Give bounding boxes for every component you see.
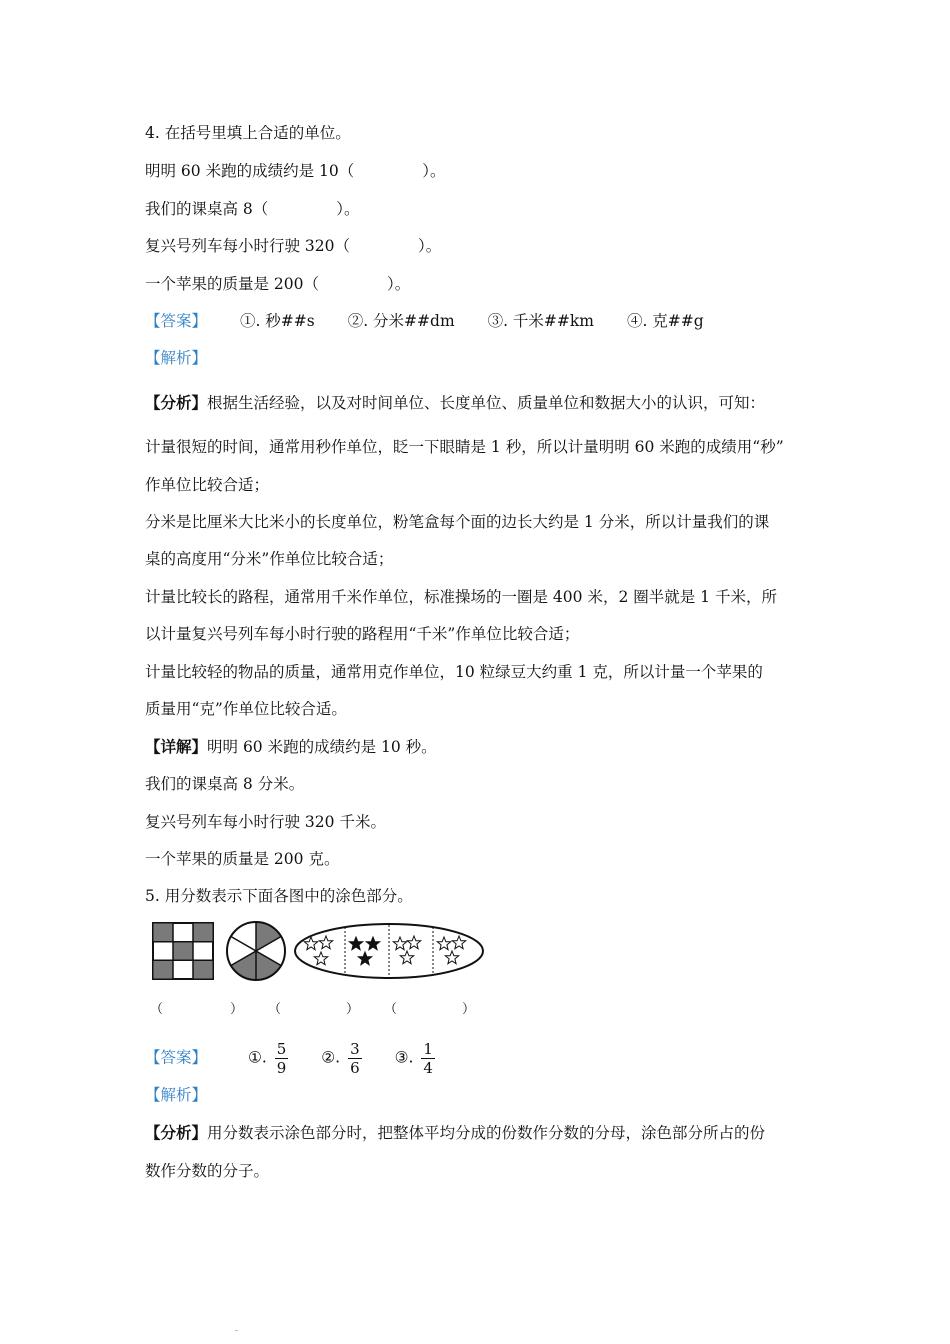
q4-para-2: 作单位比较合适； <box>145 476 270 494</box>
fenxi-label: 【分析】 <box>145 393 208 412</box>
q4-item-3: 复兴号列车每小时行驶 320（ ）。 <box>145 237 442 255</box>
fenxi-label: 【分析】 <box>145 1123 208 1142</box>
q4-detail: 【详解】明明 60 米跑的成绩约是 10 秒。 <box>145 737 437 756</box>
q4-title: 4. 在括号里填上合适的单位。 <box>145 124 351 142</box>
grid-figure <box>152 922 214 980</box>
q4-para-4: 桌的高度用“分米”作单位比较合适； <box>145 550 394 568</box>
q4-para-1: 计量很短的时间，通常用秒作单位，眨一下眼睛是 1 秒，所以计量明明 60 米跑的成绩用“秒” <box>145 438 784 456</box>
q4-detail-4: 一个苹果的质量是 200 克。 <box>145 850 340 868</box>
circle-figure <box>225 920 287 982</box>
detail-label: 【详解】 <box>145 737 208 756</box>
q5-answer-3: ③. $\frac{1}{4}$ <box>394 1040 433 1077</box>
q4-detail-3: 复兴号列车每小时行驶 320 千米。 <box>145 813 386 831</box>
q5-answer-row <box>145 1040 435 1077</box>
q4-item-4: 一个苹果的质量是 200（ ）。 <box>145 275 411 293</box>
q5-title: 5. 用分数表示下面各图中的涂色部分。 <box>145 887 413 905</box>
q4-answer-3: ③. 千米##km <box>487 312 594 330</box>
fraction-1-4: $\frac{1}{4}$ <box>423 1040 433 1077</box>
q4-detail-2: 我们的课桌高 8 分米。 <box>145 775 305 793</box>
footer-mark <box>235 1330 238 1331</box>
q5-answer-2: ②. $\frac{3}{6}$ <box>321 1040 360 1077</box>
star-ellipse-figure <box>293 922 485 980</box>
q5-analysis-label: 【解析】 <box>145 1086 208 1104</box>
q5-answer-1: ①. $\frac{5}{9}$ <box>247 1040 287 1077</box>
q5-fenxi-2: 数作分数的分子。 <box>145 1162 270 1180</box>
q4-analysis-label: 【解析】 <box>145 349 208 367</box>
answer-label: 【答案】 <box>145 1048 208 1067</box>
q4-item-1: 明明 60 米跑的成绩约是 10（ ）。 <box>145 162 446 180</box>
q4-para-7: 计量比较轻的物品的质量，通常用克作单位，10 粒绿豆大约重 1 克，所以计量一个苹果的 <box>145 663 763 681</box>
q4-answer-1: ①. 秒##s <box>239 312 315 330</box>
q4-answer-2: ②. 分米##dm <box>347 312 455 330</box>
q4-item-2: 我们的课桌高 8（ ）。 <box>145 200 360 218</box>
answer-label: 【答案】 <box>145 312 208 330</box>
q4-para-5: 计量比较长的路程，通常用千米作单位，标准操场的一圈是 400 米，2 圈半就是 1 千米，所 <box>145 588 777 606</box>
fraction-3-6: $\frac{3}{6}$ <box>350 1040 360 1077</box>
q4-para-6: 以计量复兴号列车每小时行驶的路程用“千米”作单位比较合适； <box>145 625 580 643</box>
q4-answer-4: ④. 克##g <box>626 312 704 330</box>
q4-fenxi: 【分析】根据生活经验，以及对时间单位、长度单位、质量单位和数据大小的认识，可知： <box>145 393 766 412</box>
q5-fenxi: 【分析】用分数表示涂色部分时，把整体平均分成的份数作分数的分母，涂色部分所占的份 <box>145 1123 766 1142</box>
q4-para-8: 质量用“克”作单位比较合适。 <box>145 700 347 718</box>
q4-answer-row <box>145 310 704 332</box>
q4-para-3: 分米是比厘米大比米小的长度单位，粉笔盒每个面的边长大约是 1 分米，所以计量我们的课 <box>145 513 770 531</box>
fraction-5-9: $\frac{5}{9}$ <box>276 1040 287 1077</box>
